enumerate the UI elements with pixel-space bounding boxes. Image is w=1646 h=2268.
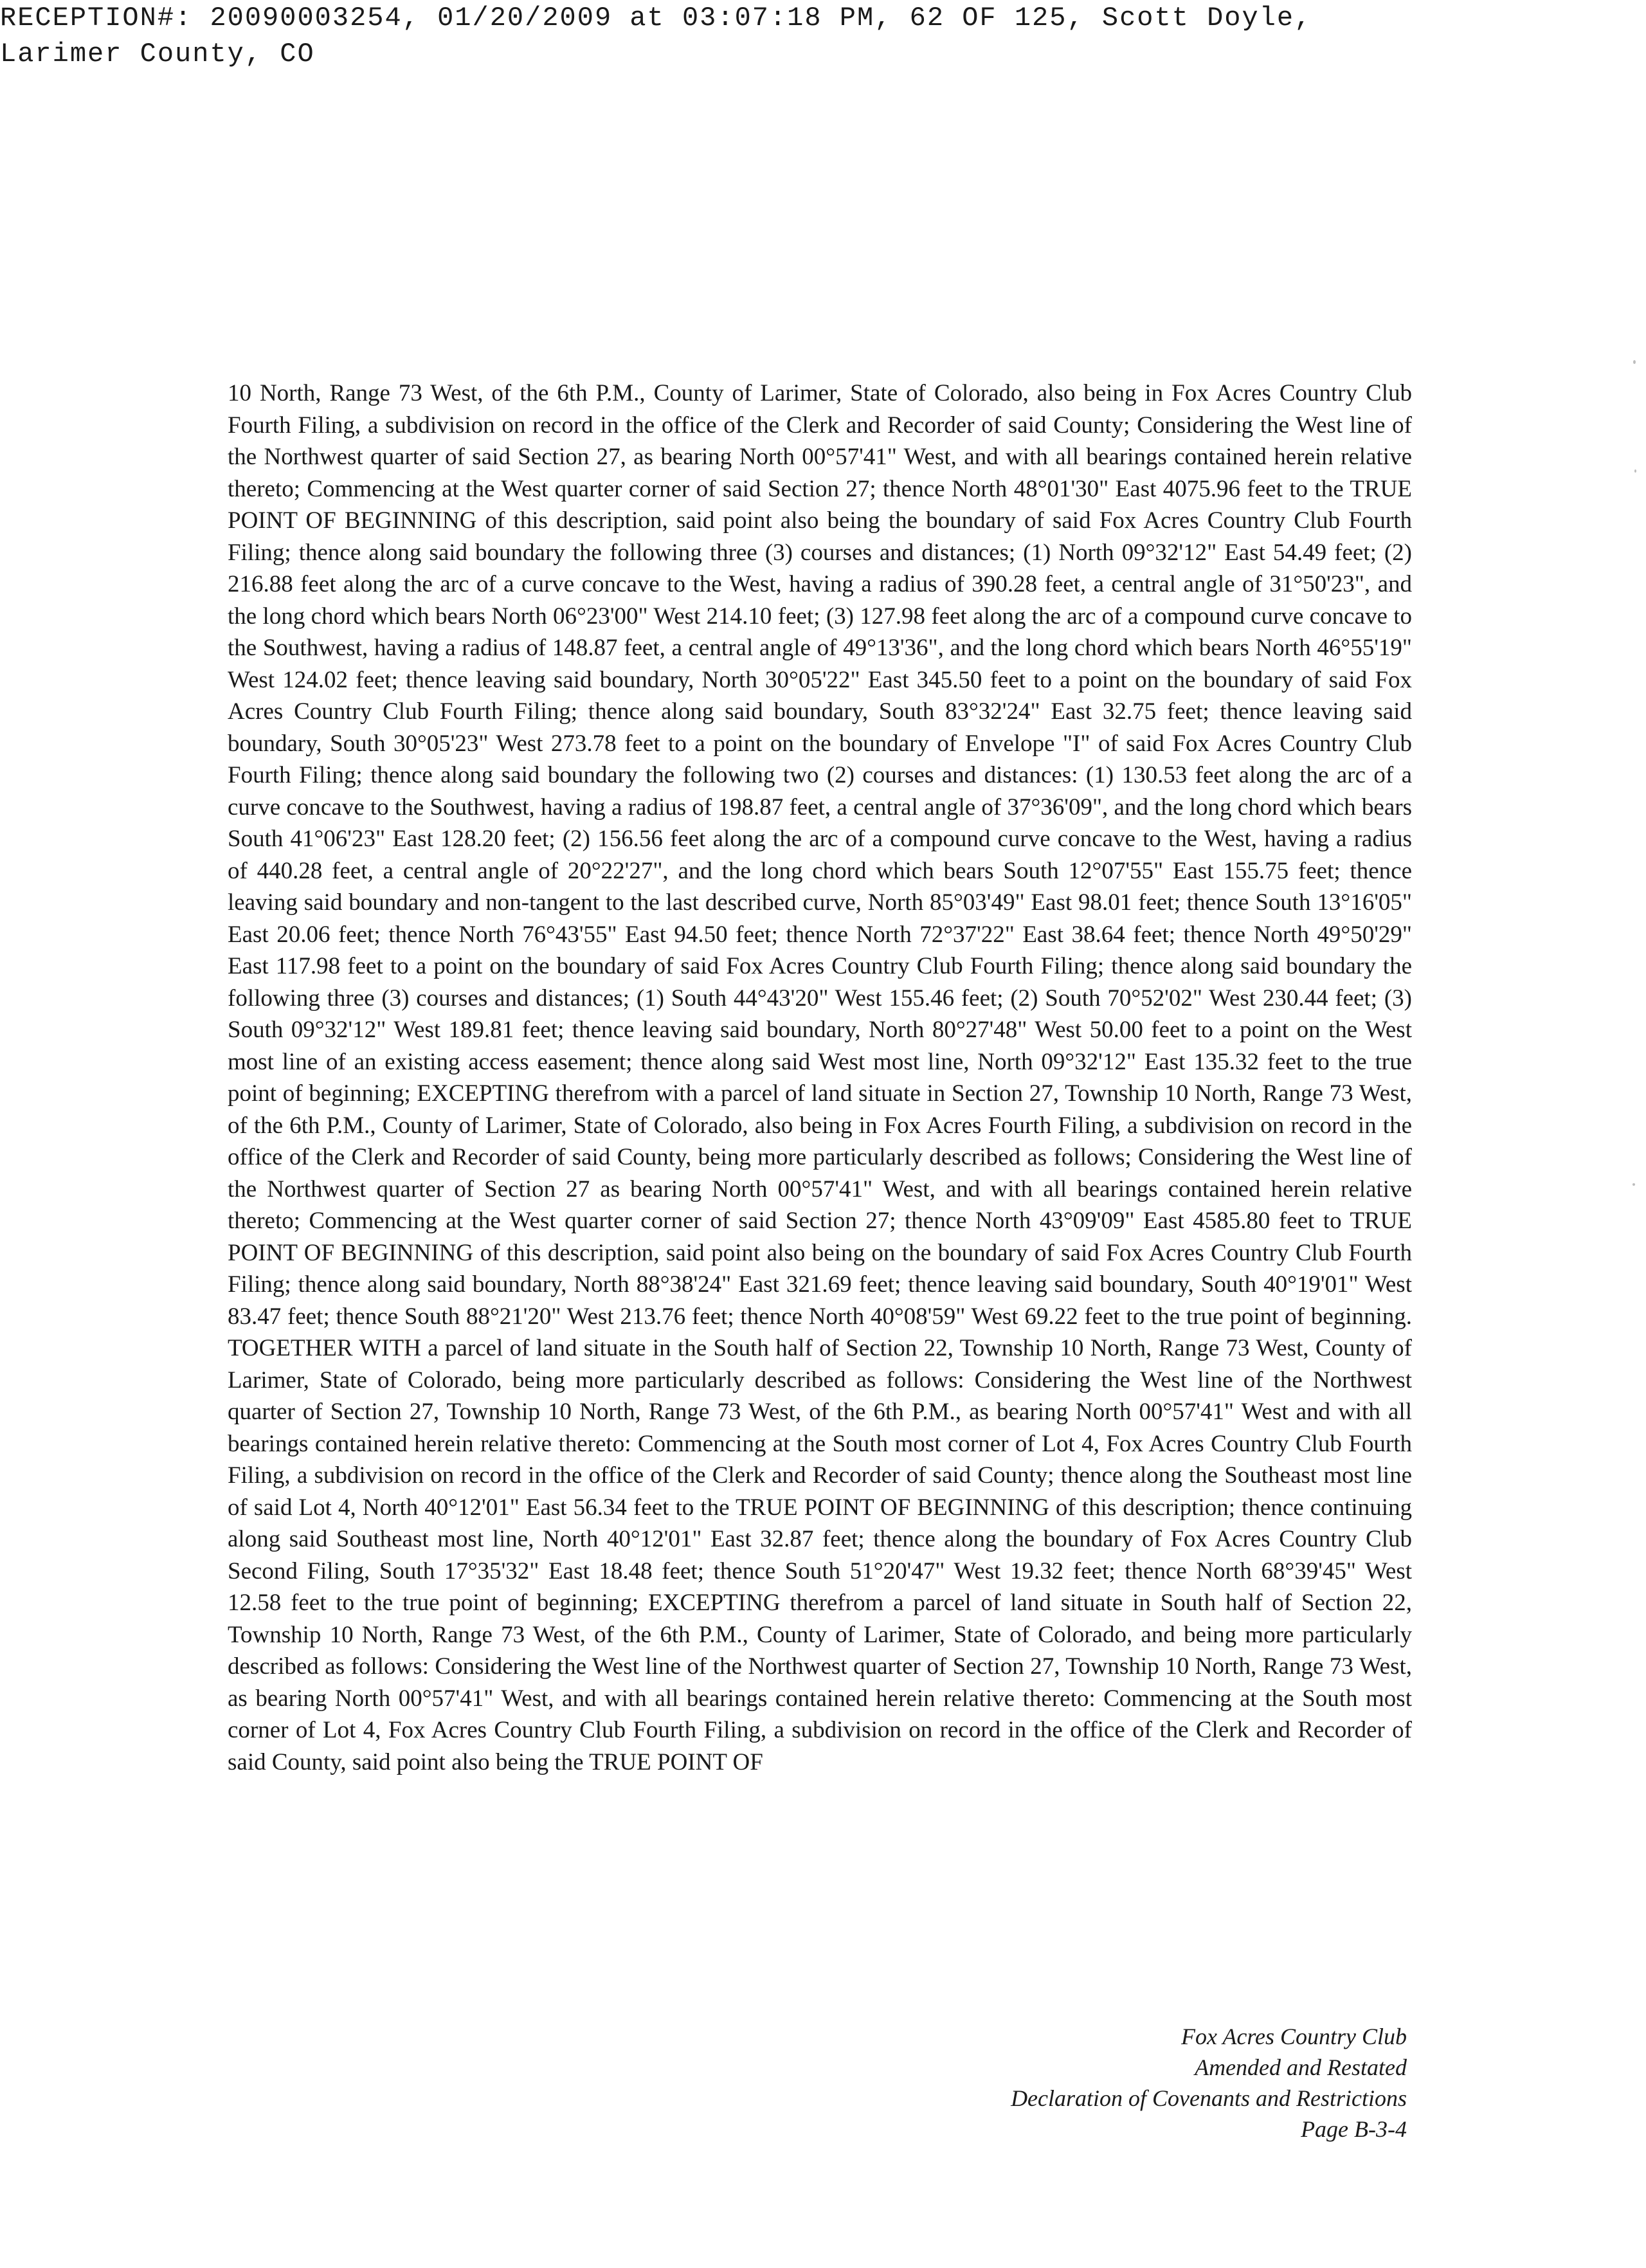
- footer-club-name: Fox Acres Country Club: [1181, 2024, 1407, 2049]
- scan-speck: [1634, 469, 1636, 473]
- recording-stamp-line1: RECEPTION#: 20090003254, 01/20/2009 at 03:07:18 PM, 62 OF 125, Scott Doyle,: [0, 3, 1312, 33]
- footer-amended-line: Amended and Restated: [1195, 2055, 1407, 2080]
- scan-speck: [1632, 1183, 1635, 1186]
- document-footer: [700, 2021, 1407, 2145]
- footer-declaration-title: Declaration of Covenants and Restrictions: [1011, 2085, 1407, 2111]
- legal-description-paragraph: 10 North, Range 73 West, of the 6th P.M., County of Larimer, State of Colorado, also being in Fox Acres Country Club Fourth Filing, a subdivision on record in the office of the Clerk and Recorder of said County; Considering the West line of the Northwest quarter of said Section 27, as bearing North 00°57'41" West, and with all bearings contained herein relative thereto; Commencing at the West quarter corner of said Section 27; thence North 48°01'30" East 4075.96 feet to the TRUE POINT OF BEGINNING of this description, said point also being the boundary of said Fox Acres Country Club Fourth Filing; thence along said boundary the following three (3) courses and distances; (1) North 09°32'12" East 54.49 feet; (2) 216.88 feet along the arc of a curve concave to the West, having a radius of 390.28 feet, a central angle of 31°50'23", and the long chord which bears North 06°23'00" West 214.10 feet; (3) 127.98 feet along the arc of a compound curve concave to the Southwest, having a radius of 148.87 feet, a central angle of 49°13'36", and the long chord which bears North 46°55'19" West 124.02 feet; thence leaving said boundary, North 30°05'22" East 345.50 feet to a point on the boundary of said Fox Acres Country Club Fourth Filing; thence along said boundary, South 83°32'24" East 32.75 feet; thence leaving said boundary, South 30°05'23" West 273.78 feet to a point on the boundary of Envelope "I" of said Fox Acres Country Club Fourth Filing; thence along said boundary the following two (2) courses and distances: (1) 130.53 feet along the arc of a curve concave to the Southwest, having a radius of 198.87 feet, a central angle of 37°36'09", and the long chord which bears South 41°06'23" East 128.20 feet; (2) 156.56 feet along the arc of a compound curve concave to the West, having a radius of 440.28 feet, a central angle of 20°22'27", and the long chord which bears South 12°07'55" East 155.75 feet; thence leaving said boundary and non-tangent to the last described curve, North 85°03'49" East 98.01 feet; thence South 13°16'05" East 20.06 feet; thence North 76°43'55" East 94.50 feet; thence North 72°37'22" East 38.64 feet; thence North 49°50'29" East 117.98 feet to a point on the boundary of said Fox Acres Country Club Fourth Filing; thence along said boundary the following three (3) courses and distances; (1) South 44°43'20" West 155.46 feet; (2) South 70°52'02" West 230.44 feet; (3) South 09°32'12" West 189.81 feet; thence leaving said boundary, North 80°27'48" West 50.00 feet to a point on the West most line of an existing access easement; thence along said West most line, North 09°32'12" East 135.32 feet to the true point of beginning; EXCEPTING therefrom with a parcel of land situate in Section 27, Township 10 North, Range 73 West, of the 6th P.M., County of Larimer, State of Colorado, also being in Fox Acres Fourth Filing, a subdivision on record in the office of the Clerk and Recorder of said County, being more particularly described as follows; Considering the West line of the Northwest quarter of Section 27 as bearing North 00°57'41" West, and with all bearings contained herein relative thereto; Commencing at the West quarter corner of said Section 27; thence North 43°09'09" East 4585.80 feet to TRUE POINT OF BEGINNING of this description, said point also being on the boundary of said Fox Acres Country Club Fourth Filing; thence along said boundary, North 88°38'24" East 321.69 feet; thence leaving said boundary, South 40°19'01" West 83.47 feet; thence South 88°21'20" West 213.76 feet; thence North 40°08'59" West 69.22 feet to the true point of beginning. TOGETHER WITH a parcel of land situate in the South half of Section 22, Township 10 North, Range 73 West, County of Larimer, State of Colorado, being more particularly described as follows: Considering the West line of the Northwest quarter of Section 27, Township 10 North, Range 73 West, of the 6th P.M., as bearing North 00°57'41" West and with all bearings contained herein relative thereto: Commencing at the South most corner of Lot 4, Fox Acres Country Club Fourth Filing, a subdivision on record in the office of the Clerk and Recorder of said County; thence along the Southeast most line of said Lot 4, North 40°12'01" East 56.34 feet to the TRUE POINT OF BEGINNING of this description; thence continuing along said Southeast most line, North 40°12'01" East 32.87 feet; thence along the boundary of Fox Acres Country Club Second Filing, South 17°35'32" East 18.48 feet; thence South 51°20'47" West 19.32 feet; thence North 68°39'45" West 12.58 feet to the true point of beginning; EXCEPTING therefrom a parcel of land situate in South half of Section 22, Township 10 North, Range 73 West, of the 6th P.M., County of Larimer, State of Colorado, and being more particularly described as follows: Considering the West line of the Northwest quarter of Section 27, Township 10 North, Range 73 West, as bearing North 00°57'41" West, and with all bearings contained herein relative thereto: Commencing at the South most corner of Lot 4, Fox Acres Country Club Fourth Filing, a subdivision on record in the office of the Clerk and Recorder of said County, said point also being the TRUE POINT OF: [228, 380, 1412, 1775]
- scan-speck: [1633, 360, 1636, 364]
- legal-description: [228, 377, 1412, 1778]
- footer-page-number: Page B-3-4: [1301, 2116, 1407, 2142]
- recording-stamp-line2: Larimer County, CO: [0, 39, 315, 69]
- recording-stamp: [0, 0, 1633, 72]
